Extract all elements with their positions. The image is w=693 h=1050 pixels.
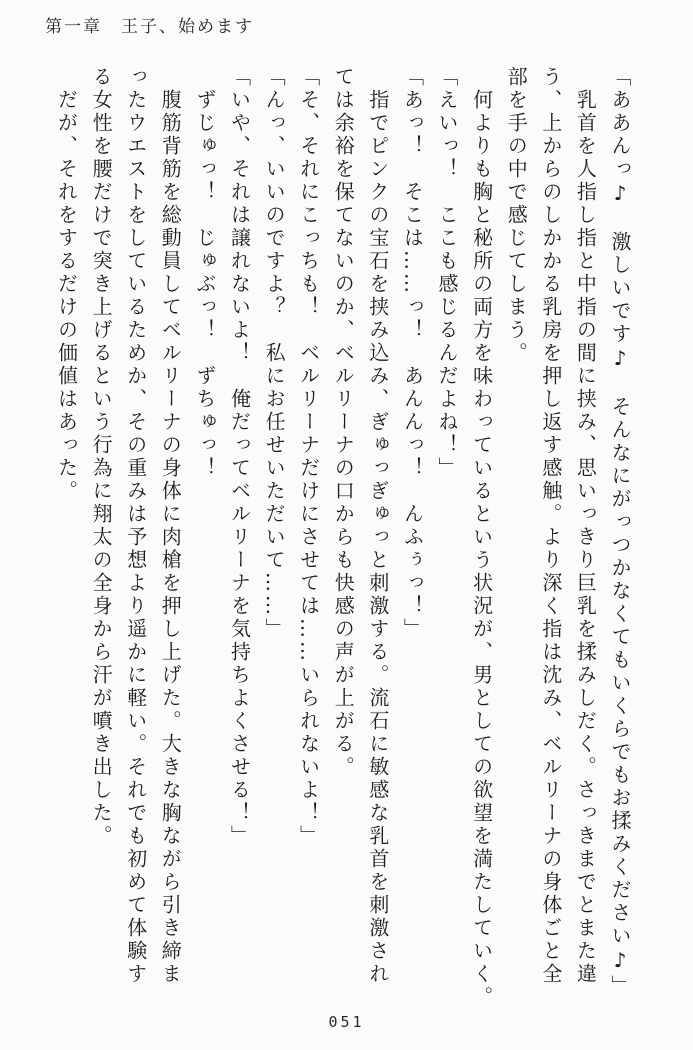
text-column: ては余裕を保てないのか、ベルリーナの口からも快感の声が上がる。 — [331, 66, 356, 779]
text-column: 「えいっ！ ここも感じるんだよね！」 — [435, 66, 460, 480]
vertical-text-block — [49, 66, 637, 1016]
text-column: 「んっ、いいのですよ？ 私にお任せいただいて……」 — [262, 66, 287, 641]
text-column: 腹筋背筋を総動員してベルリーナの身体に肉槍を押し上げた。大きな胸ながら引き締ま — [158, 66, 183, 986]
text-column: だが、それをするだけの価値はあった。 — [54, 66, 79, 503]
text-column: 「ああんっ♪ 激しいです♪ そんなにがっつかなくてもいくらでもお揉みください♪」 — [608, 66, 632, 998]
text-column: ったウエストをしているためか、その重みは予想より遥かに軽い。それでも初めて体験す — [123, 66, 148, 986]
text-column: 「いや、それは譲れないよ！ 俺だってベルリーナを気持ちよくさせる！」 — [227, 66, 252, 848]
text-column: 乳首を人指し指と中指の間に挟み、思いっきり巨乳を揉みしだく。さっきまでとまた違 — [573, 66, 598, 986]
text-column: 部を手の中で感じてしまう。 — [504, 66, 529, 365]
text-column: 「そ、それにこっちも！ ベルリーナだけにさせては……いられないよ！」 — [296, 66, 321, 848]
text-column: る女性を腰だけで突き上げるという行為に翔太の全身から汗が噴き出した。 — [89, 66, 114, 848]
text-column: 何よりも胸と秘所の両方を味わっているという状況が、男としての欲望を満たしていく。 — [469, 66, 494, 1009]
text-column: う、上からのしかかる乳房を押し返す感触。より深く指は沈み、ベルリーナの身体ごと全 — [538, 66, 563, 986]
text-column: 指でピンクの宝石を挟み込み、ぎゅっぎゅっと刺激する。流石に敏感な乳首を刺激され — [365, 66, 390, 986]
text-column: 「あっ！ そこは……っ！ あんんっ！ んふぅっ！」 — [400, 66, 425, 641]
chapter-header: 第一章 王子、始めます — [45, 17, 254, 37]
page-number: 051 — [328, 1013, 365, 1031]
text-column: ずじゅっ！ じゅぶっ！ ずちゅっ！ — [192, 66, 217, 480]
